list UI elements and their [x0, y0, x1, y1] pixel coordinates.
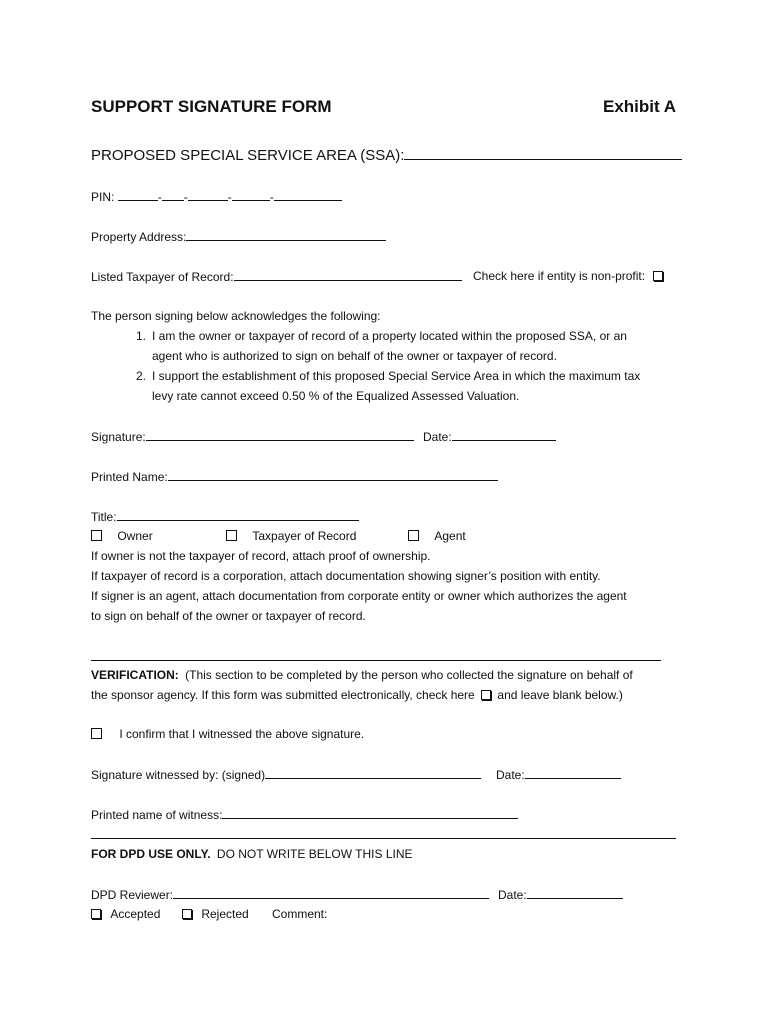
property-address-input-line[interactable] — [186, 228, 386, 241]
nonprofit-label: Check here if entity is non-profit: — [473, 269, 646, 283]
rejected-label: Rejected — [201, 907, 249, 921]
signature-input-line[interactable] — [146, 428, 414, 441]
printed-name-label: Printed Name: — [91, 470, 168, 484]
ack-item-2-line1: I support the establishment of this proposed Special Service Area in which the maximum tax — [152, 369, 641, 383]
verification-text-2 — [91, 687, 623, 703]
note-line: to sign on behalf of the owner or taxpayer of record. — [91, 609, 366, 623]
signature-date-input-line[interactable] — [452, 428, 556, 441]
witnessed-by-row — [91, 766, 481, 783]
title-row — [91, 508, 359, 525]
verification-text-1 — [91, 667, 633, 683]
pin-segment-4[interactable] — [232, 188, 270, 201]
taxpayer-input-line[interactable] — [234, 268, 462, 281]
witness-name-label: Printed name of witness: — [91, 808, 223, 822]
dpd-reviewer-label: DPD Reviewer: — [91, 888, 174, 902]
taxpayer-of-record-label: Taxpayer of Record — [252, 529, 357, 543]
ssa-label: PROPOSED SPECIAL SERVICE AREA (SSA): — [91, 147, 405, 164]
title-label: Title: — [91, 510, 117, 524]
signature-date-row — [423, 428, 556, 445]
exhibit-label: Exhibit A — [603, 97, 677, 116]
ssa-row — [91, 145, 682, 166]
accepted-label: Accepted — [110, 907, 161, 921]
ack-item-1-line2: agent who is authorized to sign on behalf of the owner or taxpayer of record. — [152, 349, 557, 363]
dpd-heading-rest: DO NOT WRITE BELOW THIS LINE — [216, 847, 413, 861]
electronic-submission-checkbox[interactable] — [481, 690, 491, 700]
verification-heading: VERIFICATION: — [91, 668, 179, 682]
confirm-witness-checkbox[interactable] — [91, 728, 102, 739]
comment-label: Comment: — [272, 907, 328, 921]
title-input-line[interactable] — [117, 508, 359, 521]
dpd-heading-row — [91, 846, 413, 862]
signature-label: Signature: — [91, 430, 146, 444]
form-title: SUPPORT SIGNATURE FORM — [91, 97, 332, 116]
verification-electronic-text: the sponsor agency. If this form was submitted electronically, check here — [91, 688, 475, 702]
acknowledge-intro: The person signing below acknowledges the following: — [91, 309, 381, 323]
printed-name-input-line[interactable] — [168, 468, 498, 481]
note-line: If taxpayer of record is a corporation, attach documentation showing signer’s position with entity. — [91, 569, 601, 583]
title-option-taxpayer[interactable] — [226, 528, 356, 544]
pin-segment-1[interactable] — [118, 188, 158, 201]
printed-name-row — [91, 468, 498, 485]
dpd-date-label: Date: — [498, 888, 527, 902]
owner-label: Owner — [117, 529, 153, 543]
dpd-date-row — [498, 886, 623, 903]
ack-item-2-line2: levy rate cannot exceed 0.50 % of the Equalized Assessed Valuation. — [152, 389, 520, 403]
pin-segment-3[interactable] — [188, 188, 228, 201]
ssa-input-line[interactable] — [404, 145, 682, 160]
confirm-witness-label: I confirm that I witnessed the above signature. — [119, 727, 365, 741]
ack-item-2-number: 2. — [136, 369, 147, 383]
agent-label: Agent — [434, 529, 466, 543]
witness-name-row — [91, 806, 518, 823]
pin-separator: - — [157, 190, 162, 204]
verification-leave-blank-text: and leave blank below.) — [497, 688, 623, 702]
property-address-row — [91, 228, 386, 245]
dpd-rejected-option[interactable] — [182, 906, 249, 922]
pin-separator: - — [183, 190, 188, 204]
taxpayer-label: Listed Taxpayer of Record: — [91, 270, 234, 284]
ack-item-1-number: 1. — [136, 329, 147, 343]
witness-date-label: Date: — [496, 768, 525, 782]
nonprofit-checkbox[interactable] — [653, 271, 663, 281]
property-address-label: Property Address: — [91, 230, 187, 244]
accepted-checkbox[interactable] — [91, 909, 101, 919]
note-line: If owner is not the taxpayer of record, attach proof of ownership. — [91, 549, 431, 563]
note-line: If signer is an agent, attach documentation from corporate entity or owner which authorizes the agent — [91, 589, 627, 603]
signature-date-label: Date: — [423, 430, 452, 444]
witness-date-row — [496, 766, 621, 783]
section-divider — [91, 660, 661, 661]
dpd-heading: FOR DPD USE ONLY. — [91, 847, 211, 861]
title-option-agent[interactable] — [408, 528, 466, 544]
witness-date-input-line[interactable] — [525, 766, 621, 779]
taxpayer-of-record-checkbox[interactable] — [226, 530, 237, 541]
dpd-reviewer-input-line[interactable] — [173, 886, 489, 899]
pin-row — [91, 188, 342, 205]
pin-label: PIN: — [91, 190, 115, 204]
dpd-reviewer-row — [91, 886, 489, 903]
title-option-owner[interactable] — [91, 528, 153, 544]
ack-item-1-line1: I am the owner or taxpayer of record of a property located within the proposed SSA, or an — [152, 329, 627, 343]
verification-instructions: (This section to be completed by the person who collected the signature on behalf of — [185, 668, 633, 682]
dpd-accepted-option[interactable] — [91, 906, 160, 922]
rejected-checkbox[interactable] — [182, 909, 192, 919]
signature-row — [91, 428, 414, 445]
witness-name-input-line[interactable] — [222, 806, 518, 819]
nonprofit-row — [473, 268, 663, 284]
pin-segment-2[interactable] — [162, 188, 184, 201]
confirm-row[interactable] — [91, 726, 364, 742]
pin-separator: - — [269, 190, 274, 204]
pin-separator: - — [227, 190, 232, 204]
witnessed-by-input-line[interactable] — [265, 766, 481, 779]
taxpayer-row — [91, 268, 462, 285]
witnessed-by-label: Signature witnessed by: (signed) — [91, 768, 266, 782]
agent-checkbox[interactable] — [408, 530, 419, 541]
dpd-date-input-line[interactable] — [527, 886, 623, 899]
dpd-divider — [91, 838, 676, 839]
pin-segment-5[interactable] — [274, 188, 342, 201]
owner-checkbox[interactable] — [91, 530, 102, 541]
